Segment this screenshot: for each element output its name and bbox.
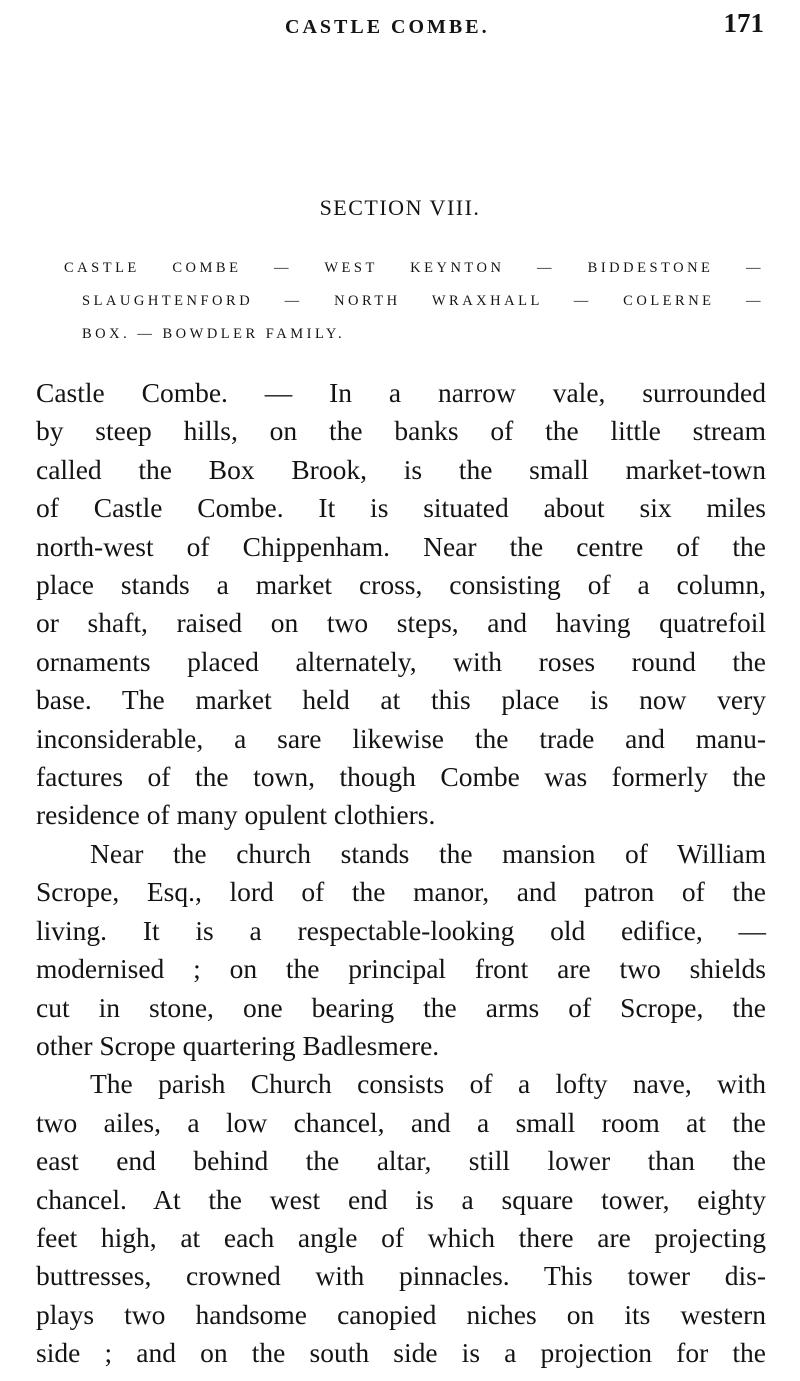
text-line: living. It is a respectable-looking old edifice, — xyxy=(36,914,766,946)
section-summary xyxy=(64,252,764,351)
text-line: chancel. At the west end is a square tower, eighty xyxy=(36,1183,766,1215)
text-line: inconsiderable, a sare likewise the trade and manu- xyxy=(36,722,766,754)
text-line: residence of many opulent clothiers. xyxy=(36,799,436,831)
paragraph-castle-combe xyxy=(36,374,766,835)
summary-line: SLAUGHTENFORD — NORTH WRAXHALL — COLERNE — xyxy=(82,293,764,309)
text-line: cut in stone, one bearing the arms of Scrope, the xyxy=(36,991,766,1023)
page-header xyxy=(0,6,800,40)
text-line: ornaments placed alternately, with roses round the xyxy=(36,645,766,677)
text-line: modernised ; on the principal front are two shields xyxy=(36,953,766,985)
text-line: base. The market held at this place is now very xyxy=(36,684,766,716)
text-line: or shaft, raised on two steps, and having quatrefoil xyxy=(36,607,766,639)
text-line: Near the church stands the mansion of William xyxy=(90,837,766,869)
text-line: feet high, at each angle of which there are projecting xyxy=(36,1221,766,1253)
text-line: other Scrope quartering Badlesmere. xyxy=(36,1029,440,1061)
page-number: 171 xyxy=(723,8,764,38)
text-line: factures of the town, though Combe was formerly the xyxy=(36,761,766,793)
text-line: by steep hills, on the banks of the little stream xyxy=(36,415,766,447)
running-head: CASTLE COMBE. xyxy=(285,16,490,38)
text-line: Castle Combe. — In a narrow vale, surrounded xyxy=(36,377,766,408)
text-line: two ailes, a low chancel, and a small room at the xyxy=(36,1106,766,1138)
text-line: side ; and on the south side is a projection for the xyxy=(36,1337,766,1369)
text-line: of Castle Combe. It is situated about six miles xyxy=(36,492,766,524)
text-line: Scrope, Esq., lord of the manor, and patron of the xyxy=(36,876,766,908)
body-text xyxy=(36,374,766,1373)
text-line: buttresses, crowned with pinnacles. This tower dis- xyxy=(36,1260,766,1292)
text-line: place stands a market cross, consisting of a column, xyxy=(36,569,766,601)
text-line: east end behind the altar, still lower than the xyxy=(36,1145,766,1177)
paragraph-mansion xyxy=(36,835,766,1065)
text-line: north-west of Chippenham. Near the centre of the xyxy=(36,530,766,562)
text-line: The parish Church consists of a lofty nave, with xyxy=(90,1068,766,1100)
summary-line: BOX. — BOWDLER FAMILY. xyxy=(82,326,346,342)
text-line: plays two handsome canopied niches on its western xyxy=(36,1298,766,1330)
paragraph-parish-church xyxy=(36,1065,766,1372)
summary-line: CASTLE COMBE — WEST KEYNTON — BIDDESTONE — xyxy=(64,260,764,276)
section-title: SECTION VIII. xyxy=(319,195,481,220)
text-line: called the Box Brook, is the small market-town xyxy=(36,453,766,485)
